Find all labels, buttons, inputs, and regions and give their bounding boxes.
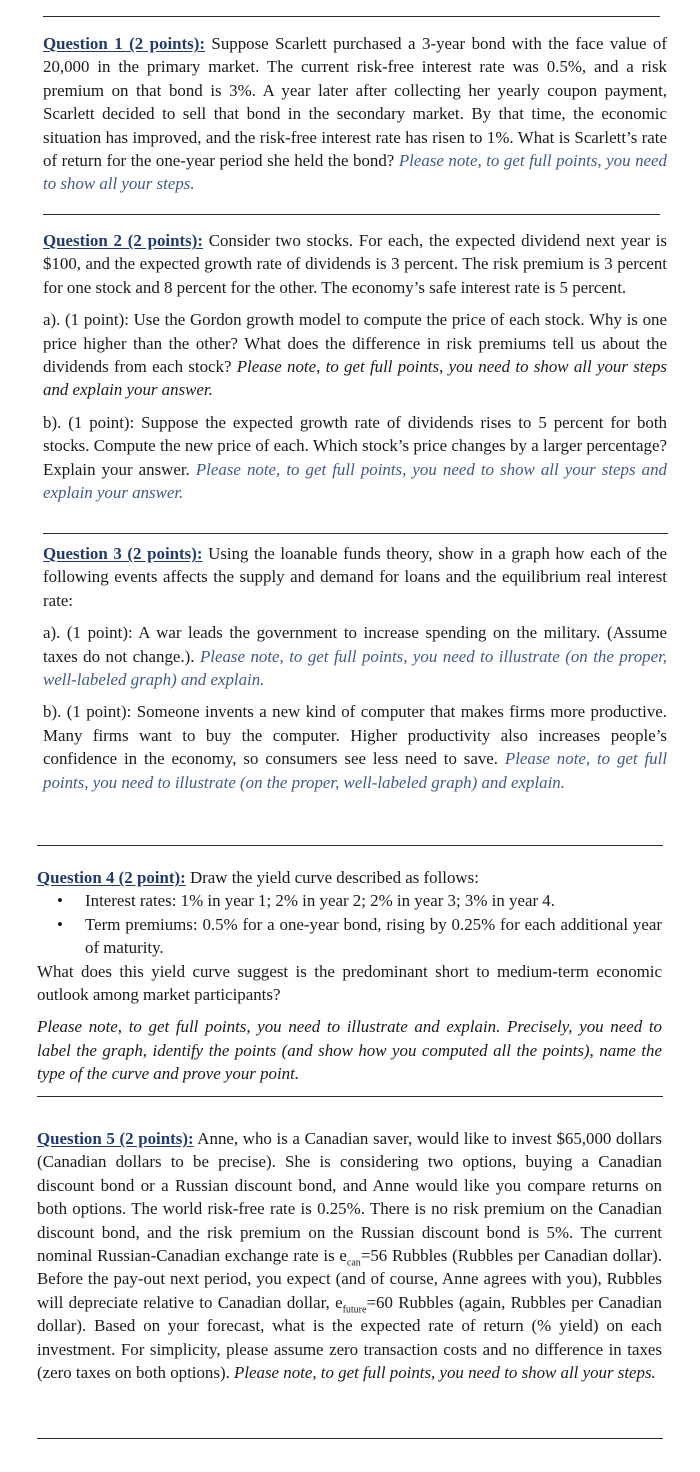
question-3-part-a-note: Please note, to get full points, you need to illustrate (on the proper, well-labeled graph) and explain. [43, 646, 668, 690]
question-1-body: Suppose Scarlett purchased a 3-year bond with the face value of 20,000 in the primary market. The current risk-free interest rate was 0.5%, and a risk premium on that bond is 3%. A year later after collecting her yearly coupon payment, Scarlett decided to sell that bond in the secondary market. By that time, the economic situation has improved, and the risk-free interest rate has risen to 1%. What is Scarlett’s rate of return for the one-year period she held the bond? [43, 34, 667, 171]
question-4-text [37, 866, 662, 889]
question-4-bullet: • Term premiums: 0.5% for a one-year bond, rising by 0.25% for each additional year of maturity. [37, 913, 662, 960]
question-2-heading: Question 2 (2 points): [43, 231, 203, 250]
question-2-part-b-note: Please note, to get full points, you need to show all your steps and explain your answer. [43, 459, 667, 503]
question-5 [37, 1127, 662, 1384]
question-1-text [43, 32, 667, 196]
question-2-text [43, 229, 667, 299]
question-1-heading: Question 1 (2 points): [43, 34, 205, 53]
question-2-part-a [43, 308, 667, 402]
rule-after-q1 [43, 214, 660, 215]
question-5-note: Please note, to get full points, you need to show all your steps. [234, 1363, 656, 1383]
question-2-body: Consider two stocks. For each, the expected dividend next year is $100, and the expected growth rate of dividends is 3 percent. The risk premium is 3 percent for one stock and 8 percent for the other. The economy’s safe interest rate is 5 percent. [43, 231, 667, 297]
rule-top [43, 16, 660, 17]
question-4-bullet-list [37, 889, 662, 959]
question-1-note: Please note, to get full points, you need to show all your steps. [43, 151, 667, 194]
question-4-question: What does this yield curve suggest is the predominant short to medium-term economic outlook among market participants? [37, 961, 662, 1005]
question-5-body-3: =60 Rubbles (again, Rubbles per Canadian dollar). Based on your forecast, what is the expected rate of return (% yield) on each investment. For simplicity, please assume zero transaction costs and no difference in taxes (zero taxes on both options). [37, 1292, 662, 1383]
question-3 [43, 542, 667, 794]
rule-after-q3 [37, 845, 663, 846]
question-2-part-b [43, 411, 667, 505]
question-3-body: Using the loanable funds theory, show in a graph how each of the following events affects the supply and demand for loans and the equilibrium real interest rate: [43, 544, 667, 610]
question-3-heading: Question 3 (2 points): [43, 544, 203, 563]
question-5-body-1: Anne, who is a Canadian saver, would like to invest $65,000 dollars (Canadian dollars to be precise). She is considering two options, buying a Canadian discount bond or a Russian discount bond, and Anne would like you compare returns on both options. The world risk-free rate is 0.25%. There is no risk premium on the Canadian discount bond, and the risk premium on the Russian discount bond is 5%. The current nominal Russian-Canadian exchange rate is e [37, 1129, 662, 1266]
question-2-part-a-note: Please note, to get full points, you need to show all your steps and explain your answer. [43, 357, 667, 400]
rule-bottom [37, 1438, 663, 1439]
question-2-part-a-body: a). (1 point): Use the Gordon growth model to compute the price of each stock. Why is one price higher than the other? What does the difference in risk premiums tell us about the dividends from each stock? [43, 310, 667, 377]
question-3-part-b-note: Please note, to get full points, you need to illustrate (on the proper, well-labeled graph) and explain. [43, 749, 668, 792]
question-4-body: Draw the yield curve described as follows: [185, 868, 479, 887]
question-5-body-2: =56 Rubbles (Rubbles per Canadian dollar). Before the pay-out next period, you expect (and of course, Anne agrees with you), Rubbles will depreciate relative to Canadian dollar, e [37, 1246, 662, 1312]
rule-after-q4 [37, 1096, 663, 1097]
question-4 [37, 866, 662, 1086]
question-2 [43, 229, 667, 504]
question-4-bullet: • Interest rates: 1% in year 1; 2% in year 2; 2% in year 3; 3% in year 4. [37, 889, 662, 912]
rule-after-q2 [43, 533, 668, 534]
question-3-part-b [43, 700, 667, 794]
question-3-text [43, 542, 667, 612]
question-3-part-a [43, 621, 667, 691]
question-5-heading: Question 5 (2 points): [37, 1129, 194, 1148]
question-3-part-b-body: b). (1 point): Someone invents a new kind of computer that makes firms more productive. Many firms want to buy the computer. Higher productivity also increases people’s confidence in the economy, so consumers see less need to save. [43, 702, 667, 769]
question-3-part-a-body: a). (1 point): A war leads the government to increase spending on the military. (Assume taxes do not change.). [43, 623, 667, 666]
question-5-sub-future: future [342, 1304, 367, 1316]
question-5-text [37, 1127, 662, 1384]
question-4-heading: Question 4 (2 point): [37, 868, 186, 887]
question-2-part-b-body: b). (1 point): Suppose the expected growth rate of dividends rises to 5 percent for both stocks. Compute the new price of each. Which stock’s price changes by a larger percentage? Explain your answer. [43, 412, 667, 479]
question-4-note: Please note, to get full points, you need to illustrate and explain. Precisely, you need to label the graph, identify the points (and show how you computed all the points), name the type of the curve and prove your point. [37, 1017, 662, 1084]
question-1 [43, 32, 667, 196]
question-5-sub-can: can [346, 1257, 361, 1269]
